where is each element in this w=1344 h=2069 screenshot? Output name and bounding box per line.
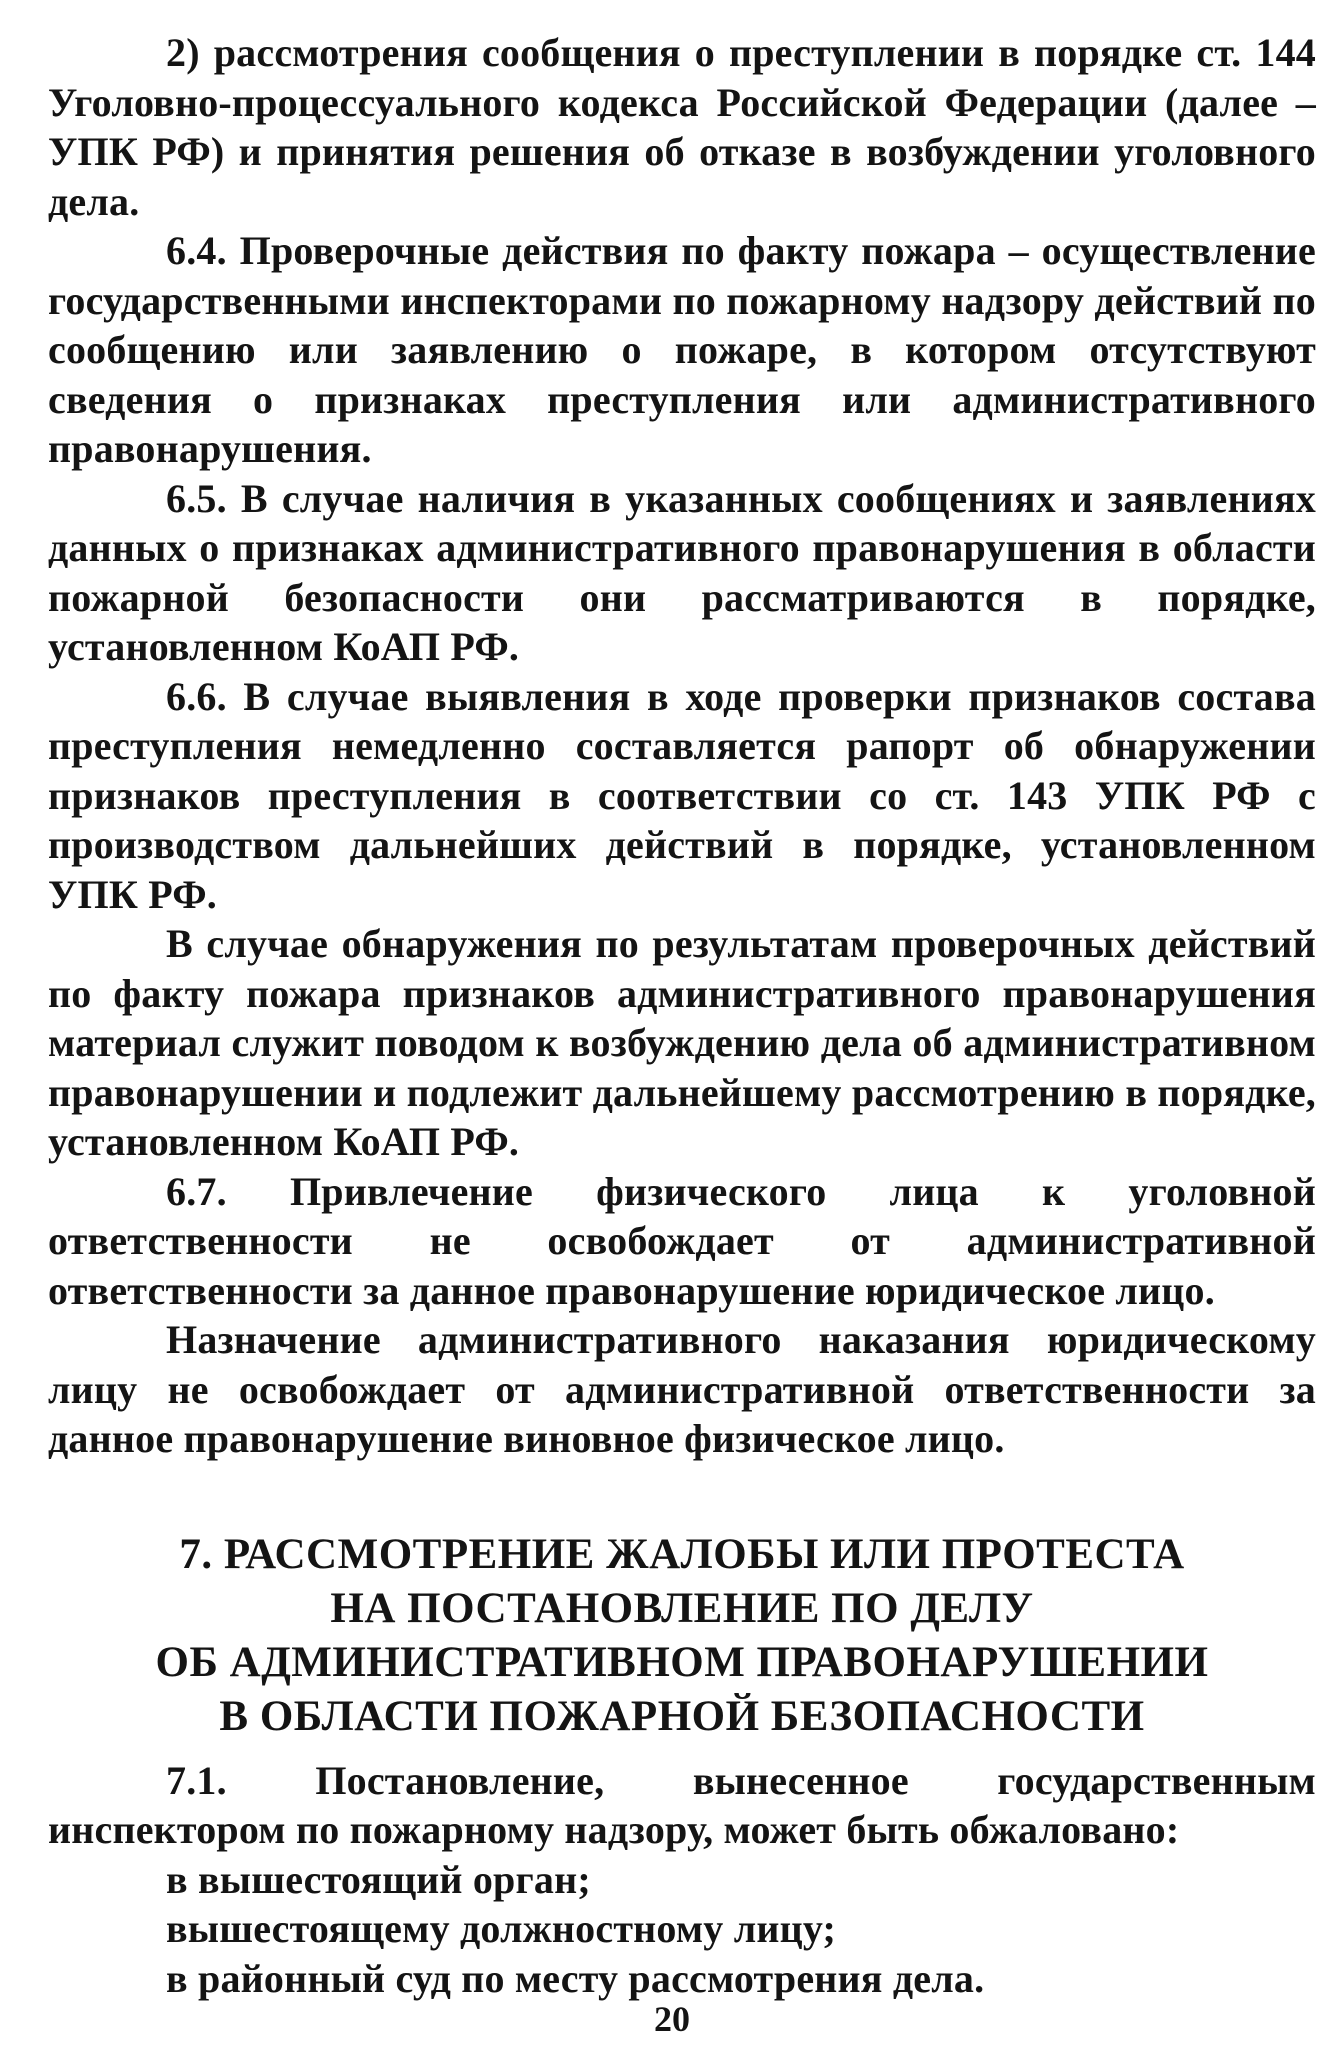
- paragraph-6-3-item-2: 2) рассмотрения сообщения о преступлении в порядке ст. 144 Уголовно-процессуального кодекса Российской Федерации (далее – УПК РФ) и принятия решения об отказе в возбуждении уголовного дела.: [48, 30, 1316, 224]
- paragraph-6-5: 6.5. В случае наличия в указанных сообщениях и заявлениях данных о признаках административного правонарушения в области пожарной безопасности они рассматриваются в порядке, установленном КоАП РФ.: [48, 475, 1316, 669]
- section-heading: [48, 1528, 1316, 1744]
- section-heading-line-2: НА ПОСТАНОВЛЕНИЕ ПО ДЕЛУ: [330, 1584, 1034, 1632]
- paragraph-6-6-continued: В случае обнаружения по результатам проверочных действий по факту пожара признаков административного правонарушения материал служит поводом к возбуждению дела об административном правонарушении и подлежит дальнейшему рассмотрению в порядке, установленном КоАП РФ.: [48, 921, 1316, 1164]
- paragraph-6-7-continued: Назначение административного наказания юридическому лицу не освобождает от административной ответственности за данное правонарушение виновное физическое лицо.: [48, 1317, 1316, 1461]
- section-heading-line-4: В ОБЛАСТИ ПОЖАРНОЙ БЕЗОПАСНОСТИ: [219, 1692, 1145, 1740]
- section-heading-line-3: ОБ АДМИНИСТРАТИВНОМ ПРАВОНАРУШЕНИИ: [155, 1638, 1209, 1686]
- document-page: [48, 28, 1316, 2003]
- paragraph-6-7: 6.7. Привлечение физического лица к уголовной ответственности не освобождает от административной ответственности за данное правонарушение юридическое лицо.: [48, 1168, 1316, 1313]
- section-heading-line-1: 7. РАССМОТРЕНИЕ ЖАЛОБЫ ИЛИ ПРОТЕСТА: [179, 1530, 1185, 1578]
- paragraph-7-1: 7.1. Постановление, вынесенное государственным инспектором по пожарному надзору, может быть обжаловано:: [48, 1757, 1316, 1852]
- paragraph-6-6: 6.6. В случае выявления в ходе проверки признаков состава преступления немедленно составляется рапорт об обнаружении признаков преступления в соответствии со ст. 143 УПК РФ с производством дальнейших действий в порядке, установленном УПК РФ.: [48, 673, 1316, 917]
- page-number: 20: [654, 1999, 690, 2039]
- appeal-list-item: вышестоящему должностному лицу;: [166, 1906, 837, 1951]
- paragraph-6-4: 6.4. Проверочные действия по факту пожара – осуществление государственными инспекторами по пожарному надзору действий по сообщению или заявлению о пожаре, в котором отсутствуют сведения о признаках преступления или административного правонарушения.: [48, 228, 1316, 471]
- appeal-list-item: в вышестоящий орган;: [166, 1856, 591, 1902]
- appeal-list-item: в районный суд по месту рассмотрения дела.: [166, 1955, 985, 2001]
